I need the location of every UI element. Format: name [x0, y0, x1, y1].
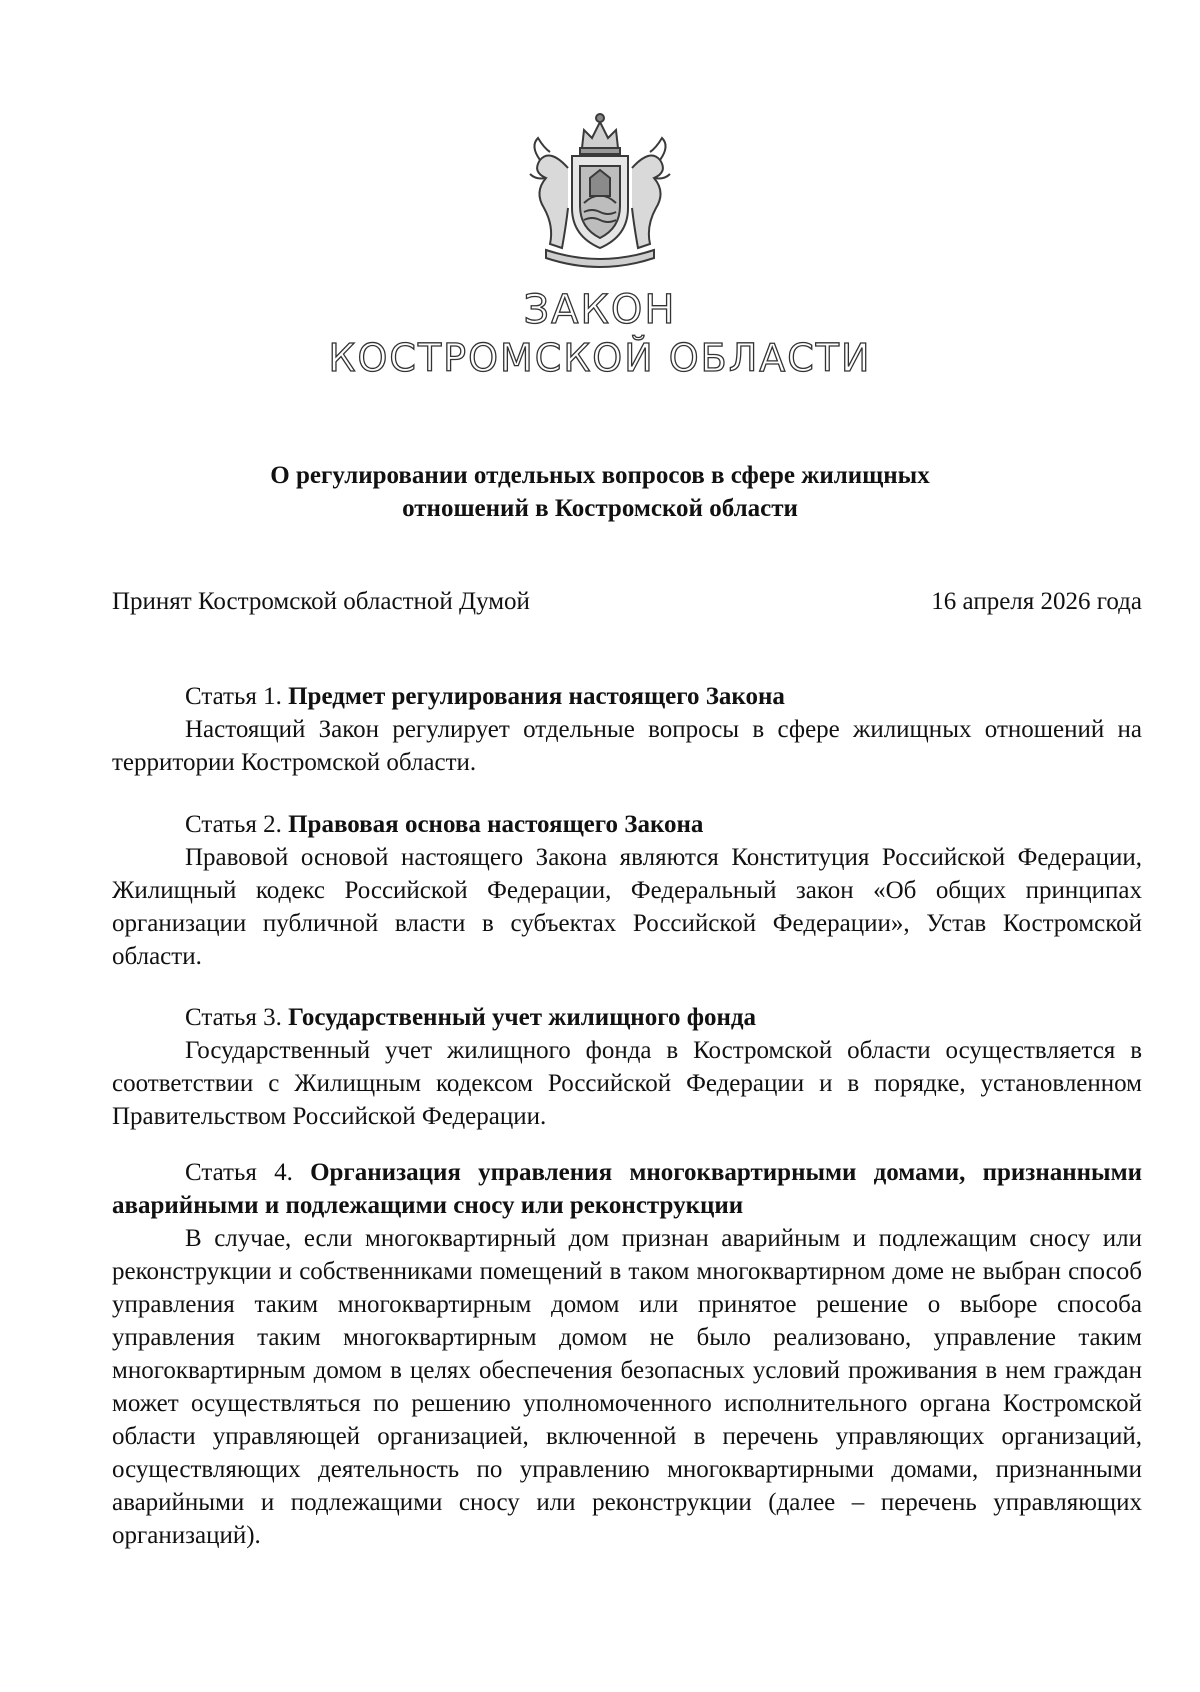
- law-title: ЗАКОН: [523, 287, 677, 333]
- article-title: Организация управления многоквартирными домами, признанными аварийными и подлежащими сносу или реконструкции: [112, 1159, 1142, 1219]
- adopted-by: Принят Костромской областной Думой: [112, 588, 530, 615]
- article-1: [112, 680, 1142, 779]
- article-text: Настоящий Закон регулирует отдельные вопросы в сфере жилищных отношений на территории Костромской области.: [112, 716, 1142, 776]
- adoption-line: [112, 588, 1142, 616]
- article-4: [112, 1156, 1142, 1552]
- law-subject-line1: О регулировании отдельных вопросов в сфере жилищных: [270, 462, 930, 489]
- article-title: Предмет регулирования настоящего Закона: [288, 683, 785, 710]
- article-label: Статья 3.: [185, 1004, 282, 1031]
- article-heading: [112, 680, 1142, 713]
- law-region-title: КОСТРОМСКОЙ ОБЛАСТИ: [328, 336, 872, 380]
- article-title: Государственный учет жилищного фонда: [288, 1004, 757, 1031]
- article-heading: [112, 1156, 1142, 1222]
- article-2: [112, 808, 1142, 973]
- law-subject: [180, 459, 1020, 525]
- article-text: Правовой основой настоящего Закона являются Конституция Российской Федерации, Жилищный кодекс Российской Федерации, Федеральный закон «Об общих принципах организации публичной власти в субъектах Российской Федерации», Устав Костромской области.: [112, 844, 1142, 970]
- law-subject-line2: отношений в Костромской области: [402, 495, 798, 522]
- article-label: Статья 1.: [185, 683, 282, 710]
- article-3: [112, 1001, 1142, 1133]
- article-text: В случае, если многоквартирный дом признан аварийным и подлежащим сносу или реконструкции и собственниками помещений в таком многоквартирном доме не выбран способ управления таким многоквартирным домом или принятое решение о выборе способа управления таким многоквартирным домом не было реализовано, управление таким многоквартирным домом в целях обеспечения безопасных условий проживания в нем граждан может осуществляться по решению уполномоченного исполнительного органа Костромской области управляющей организацией, включенной в перечень управляющих организаций, осуществляющих деятельность по управлению многоквартирными домами, признанными аварийными и подлежащими сносу или реконструкции (далее – перечень управляющих организаций).: [112, 1225, 1142, 1549]
- article-heading: [112, 1001, 1142, 1034]
- article-label: Статья 4.: [185, 1159, 293, 1186]
- article-label: Статья 2.: [185, 811, 282, 838]
- article-heading: [112, 808, 1142, 841]
- article-title: Правовая основа настоящего Закона: [288, 811, 704, 838]
- adoption-date: 16 апреля 2026 года: [931, 588, 1142, 615]
- article-text: Государственный учет жилищного фонда в Костромской области осуществляется в соответствии с Жилищным кодексом Российской Федерации и в порядке, установленном Правительством Российской Федерации.: [112, 1037, 1142, 1130]
- coat-of-arms-icon: [510, 108, 690, 273]
